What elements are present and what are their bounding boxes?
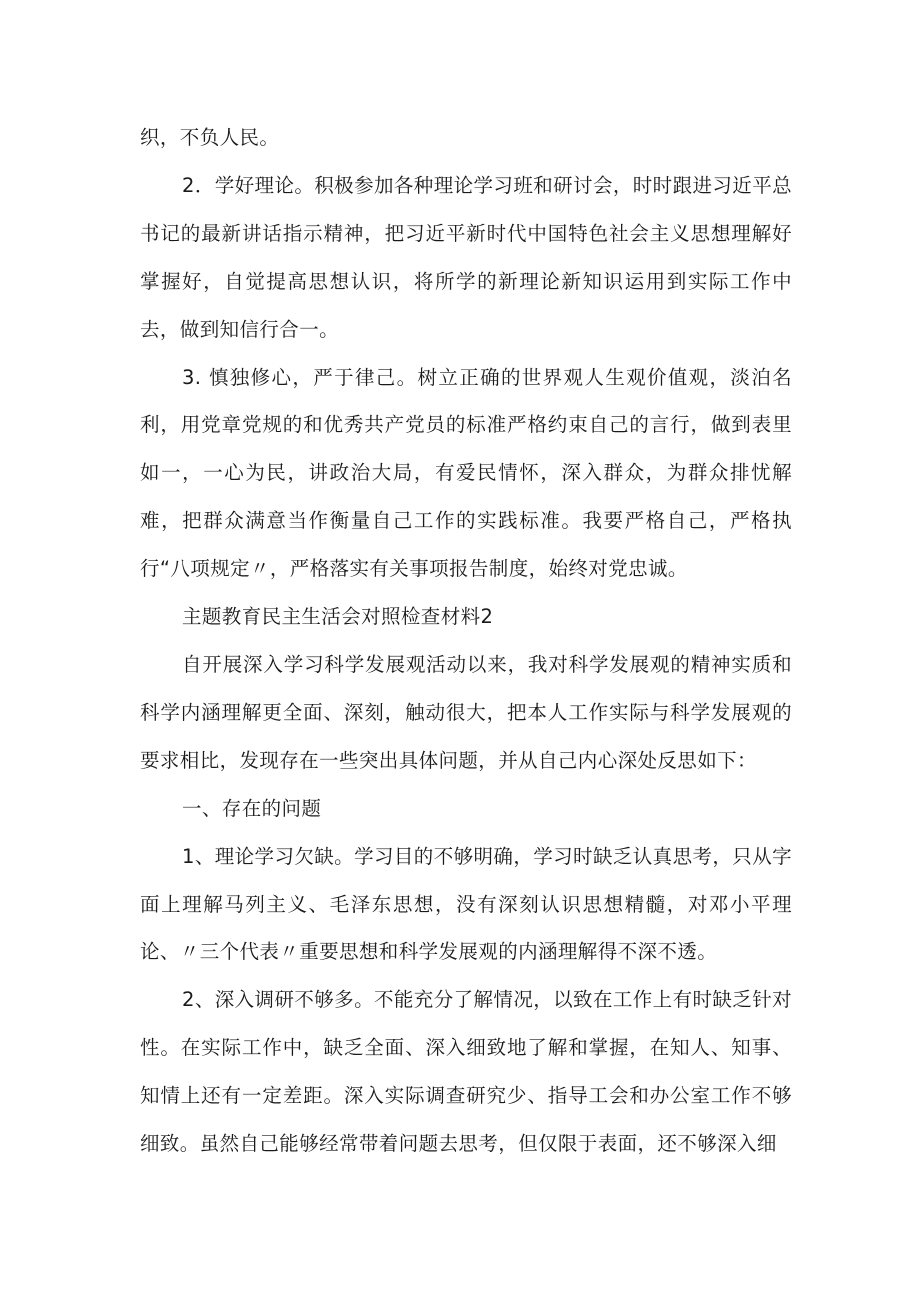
- subheading-problems: 一、存在的问题: [182, 796, 322, 820]
- paragraph-2: 2．学好理论。积极参加各种理论学习班和研讨会，时时跟进习近平总书记的最新讲话指示精神，把习近平新时代中国特色社会主义思想理解好掌握好，自觉提高思想认识，将所学的新理论新知识运用到实际工作中去，做到知信行合一。: [140, 173, 792, 341]
- paragraph-intro: 自开展深入学习科学发展观活动以来，我对科学发展观的精神实质和科学内涵理解更全面、深刻，触动很大，把本人工作实际与科学发展观的要求相比，发现存在一些突出具体问题，并从自己内心深处反思如下：: [140, 652, 792, 772]
- paragraph-1: 织，不负人民。: [140, 126, 280, 149]
- section-heading: 主题教育民主生活会对照检查材料2: [182, 605, 494, 629]
- paragraph-3: 3. 慎独修心，严于律己。树立正确的世界观人生观价值观，淡泊名利，用党章党规的和优秀共产党员的标准严格约束自己的言行，做到表里如一，一心为民，讲政治大局，有爱民情怀，深入群众，为群众排忧解难，把群众满意当作衡量自己工作的实践标准。我要严格自己，严格执行“八项规定〃，严格落实有关事项报告制度，始终对党忠诚。: [140, 365, 792, 581]
- document-body: [140, 114, 792, 1168]
- paragraph-problem-1: 1、理论学习欠缺。学习目的不够明确，学习时缺乏认真思考，只从字面上理解马列主义、毛泽东思想，没有深刻认识思想精髓，对邓小平理论、〃三个代表〃重要思想和科学发展观的内涵理解得不深不透。: [140, 844, 792, 964]
- paragraph-problem-2: 2、深入调研不够多。不能充分了解情况，以致在工作上有时缺乏针对性。在实际工作中，缺乏全面、深入细致地了解和掌握，在知人、知事、知情上还有一定差距。深入实际调查研究少、指导工会和办公室工作不够细致。虽然自己能够经常带着问题去思考，但仅限于表面，还不够深入细: [140, 988, 792, 1156]
